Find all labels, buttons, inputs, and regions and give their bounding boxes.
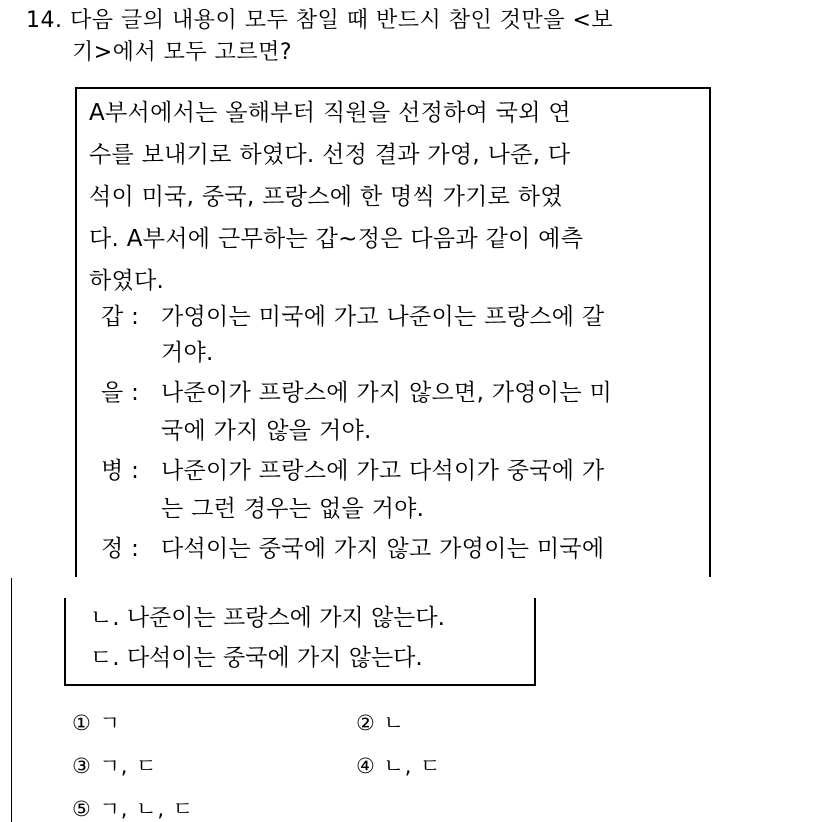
bogi-item: ㄷ. 다석이는 중국에 가지 않는다. xyxy=(90,645,423,671)
statement-continuation: 거야. xyxy=(161,340,214,366)
statement-continuation: 는 그런 경우는 없을 거야. xyxy=(161,496,425,522)
answer-option-1[interactable]: ① ㄱ xyxy=(72,711,121,735)
question-line-2: 기>에서 모두 고르면? xyxy=(72,40,293,65)
statement-text: 가영이는 미국에 가고 나준이는 프랑스에 갈 xyxy=(161,304,605,330)
bogi-box xyxy=(64,598,536,686)
passage-line: 수를 보내기로 하였다. 선정 결과 가영, 나준, 다 xyxy=(89,142,571,168)
statement-text: 나준이가 프랑스에 가고 다석이가 중국에 가 xyxy=(161,458,605,484)
passage-line: 하였다. xyxy=(89,268,165,294)
answer-option-5[interactable]: ⑤ ㄱ, ㄴ, ㄷ xyxy=(72,797,195,821)
question-line-1: 14. 다음 글의 내용이 모두 참일 때 반드시 참인 것만을 <보 xyxy=(26,8,614,33)
statement-text: 다석이는 중국에 가지 않고 가영이는 미국에 xyxy=(161,536,605,562)
answer-option-3[interactable]: ③ ㄱ, ㄷ xyxy=(72,754,158,778)
statement-speaker: 갑 : xyxy=(101,304,140,330)
statement-speaker: 병 : xyxy=(101,458,140,484)
answer-option-4[interactable]: ④ ㄴ, ㄷ xyxy=(356,754,442,778)
passage-line: 석이 미국, 중국, 프랑스에 한 명씩 가기로 하였 xyxy=(89,184,563,210)
passage-line: A부서에서는 올해부터 직원을 선정하여 국외 연 xyxy=(89,100,571,126)
statement-speaker: 정 : xyxy=(101,536,140,562)
passage-line: 다. A부서에 근무하는 갑~정은 다음과 같이 예측 xyxy=(89,226,584,252)
answer-option-2[interactable]: ② ㄴ xyxy=(356,711,405,735)
passage-box xyxy=(75,87,711,577)
bogi-item: ㄴ. 나준이는 프랑스에 가지 않는다. xyxy=(90,605,445,631)
column-rule xyxy=(11,578,12,822)
statement-speaker: 을 : xyxy=(101,380,140,406)
statement-text: 나준이가 프랑스에 가지 않으면, 가영이는 미 xyxy=(161,380,612,406)
statement-continuation: 국에 가지 않을 거야. xyxy=(161,418,372,444)
